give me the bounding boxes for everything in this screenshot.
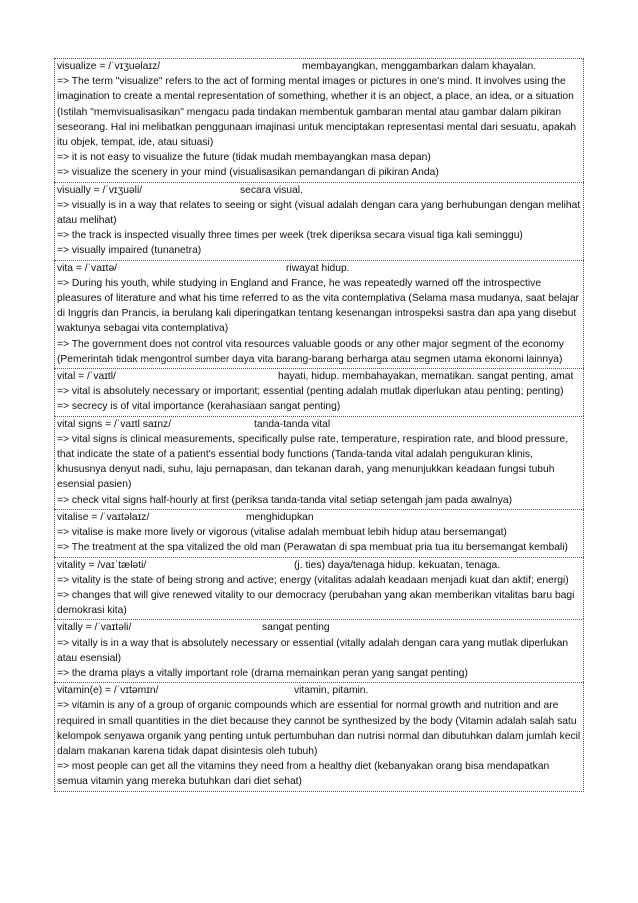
entry-line: => visually is in a way that relates to seeing or sight (visual adalah dengan cara yang berhubungan dengan melihat atau melihat)	[57, 199, 581, 227]
entry-heading	[57, 417, 581, 432]
entry-line: => most people can get all the vitamins they need from a healthy diet (kebanyakan orang bisa mendapatkan semua vitamin yang mereka butuhkan dari diet sehat)	[57, 761, 550, 788]
entry-heading	[57, 558, 581, 573]
entry-line: => vitalise is make more lively or vigorous (vitalise adalah membuat lebih hidup atau bersemangat)	[57, 527, 507, 539]
dictionary-entry	[54, 557, 584, 620]
entry-line: => visualize the scenery in your mind (visualisasikan pemandangan di pikiran Anda)	[57, 167, 439, 179]
entry-line: => the track is inspected visually three times per week (trek diperiksa secara visual tiga kali seminggu)	[57, 230, 523, 242]
dictionary-entry	[54, 416, 584, 509]
entry-meaning: menghidupkan	[246, 511, 314, 523]
dictionary-entry	[54, 368, 584, 416]
entry-heading	[57, 510, 581, 525]
entry-meaning: sangat penting	[262, 622, 330, 634]
entry-term: vitamin(e) = /ˈvɪtəmɪn/	[57, 685, 159, 697]
entry-term: vital signs = /ˈvaɪtl saɪnz/	[57, 418, 172, 430]
entry-term: visualize = /ˈvɪʒuəlaɪz/	[57, 61, 161, 72]
entry-heading	[57, 620, 581, 635]
entry-line: => vitally is in a way that is absolutely necessary or essential (vitally adalah dengan cara yang mutlak diperlukan atau esensial)	[57, 637, 569, 664]
entry-meaning: (j. ties) daya/tenaga hidup. kekuatan, tenaga.	[294, 559, 501, 571]
dictionary-entry	[54, 182, 584, 260]
entry-line: => During his youth, while studying in England and France, he was repeatedly warned off the introspective pleasures of literature and what his time referred to as the vita contemplativa (Selama masa mudanya, saat belajar di Inggris dan Prancis, ia berulang kali diperingatkan tentang kesenangan introspeksi sastra dan apa yang disebut waktunya sebagai vita contemplativa)	[57, 277, 579, 335]
entry-line: => vitality is the state of being strong and active; energy (vitalitas adalah keadaan menjadi kuat dan aktif; energi)	[57, 574, 569, 586]
entry-term: visually = /ˈvɪʒuəli/	[57, 184, 143, 196]
entry-heading	[57, 683, 581, 698]
dictionary-page	[54, 58, 584, 792]
entry-heading	[57, 59, 581, 74]
entry-line: => it is not easy to visualize the future (tidak mudah membayangkan masa depan)	[57, 152, 431, 164]
entry-line: => vitamin is any of a group of organic compounds which are essential for normal growth and nutrition and are required in small quantities in the diet because they cannot be synthesized by the body (Vitamin adalah salah satu kelompok senyawa organik yang penting untuk pertumbuhan dan nutrisi normal dan dibutuhkan dalam jumlah kecil dalam makanan karena tidak dapat disintesis oleh tubuh)	[57, 700, 581, 757]
entry-line: => vital is absolutely necessary or important; essential (penting adalah mutlak diperlukan atau penting; penting)	[57, 386, 564, 398]
entry-line: => secrecy is of vital importance (kerahasiaan sangat penting)	[57, 401, 341, 413]
entry-line: => The government does not control vita resources valuable goods or any other major segment of the economy (Pemerintah tidak mengontrol sumber daya vita barang-barang berharga atau segmen utama ekonomi lainnya)	[57, 338, 564, 365]
entry-line: => changes that will give renewed vitality to our democracy (perubahan yang akan memberikan vitalitas baru bagi demokrasi kita)	[57, 589, 575, 617]
entry-meaning: vitamin, pitamin.	[294, 685, 369, 697]
entry-line: => visually impaired (tunanetra)	[57, 245, 202, 257]
entry-heading-line	[57, 369, 573, 384]
entry-term: vitally = /ˈvaɪtəli/	[57, 622, 132, 634]
entry-term: vitalise = /ˈvaɪtəlaɪz/	[57, 511, 150, 523]
dictionary-entry	[54, 509, 584, 557]
entry-term: vital = /ˈvaɪtl/	[57, 371, 116, 383]
entry-heading	[57, 261, 581, 276]
entry-line: => vital signs is clinical measurements, specifically pulse rate, temperature, respiration rate, and blood pressure, that indicate the state of a patient's essential body functions (Tanda-tanda vital adalah pengukuran klinis, khususnya denyut nadi, suhu, laju pernapasan, dan tekanan darah, yang menunjukkan keadaan fungsi tubuh esensial pasien)	[57, 433, 569, 491]
entry-meaning: tanda-tanda vital	[254, 418, 331, 430]
dictionary-entry	[54, 58, 584, 182]
entry-meaning: hayati, hidup. membahayakan, mematikan. sangat penting, amat	[278, 371, 574, 383]
entry-line: => The term "visualize" refers to the act of forming mental images or pictures in one's mind. It involves using the imagination to create a mental representation of something, whether it is an object, a place, an idea, or a situation (Istilah "memvisualisasikan" mengacu pada tindakan membentuk gambaran mental atau gambar dalam pikiran seseorang. Hal ini melibatkan penggunaan imajinasi untuk menciptakan representasi mental dari sesuatu, apakah itu objek, tempat, ide, atau situasi)	[57, 76, 577, 149]
entry-meaning: riwayat hidup.	[286, 262, 350, 274]
entry-meaning: membayangkan, menggambarkan dalam khayalan.	[302, 61, 537, 72]
dictionary-entry	[54, 260, 584, 368]
entry-term: vitality = /vaɪˈtæləti/	[57, 559, 147, 571]
entry-line: => the drama plays a vitally important role (drama memainkan peran yang sangat penting)	[57, 667, 468, 679]
entry-line: => check vital signs half-hourly at first (periksa tanda-tanda vital setiap setengah jam pada awalnya)	[57, 494, 513, 506]
entry-meaning: secara visual.	[240, 184, 303, 196]
dictionary-entry	[54, 619, 584, 682]
dictionary-entry	[54, 682, 584, 791]
entry-line: => The treatment at the spa vitalized the old man (Perawatan di spa membuat pria tua itu bersemangat kembali)	[57, 542, 568, 554]
entry-heading	[57, 369, 581, 384]
entry-heading	[57, 183, 581, 198]
entry-term: vita = /ˈvaɪtə/	[57, 262, 118, 274]
